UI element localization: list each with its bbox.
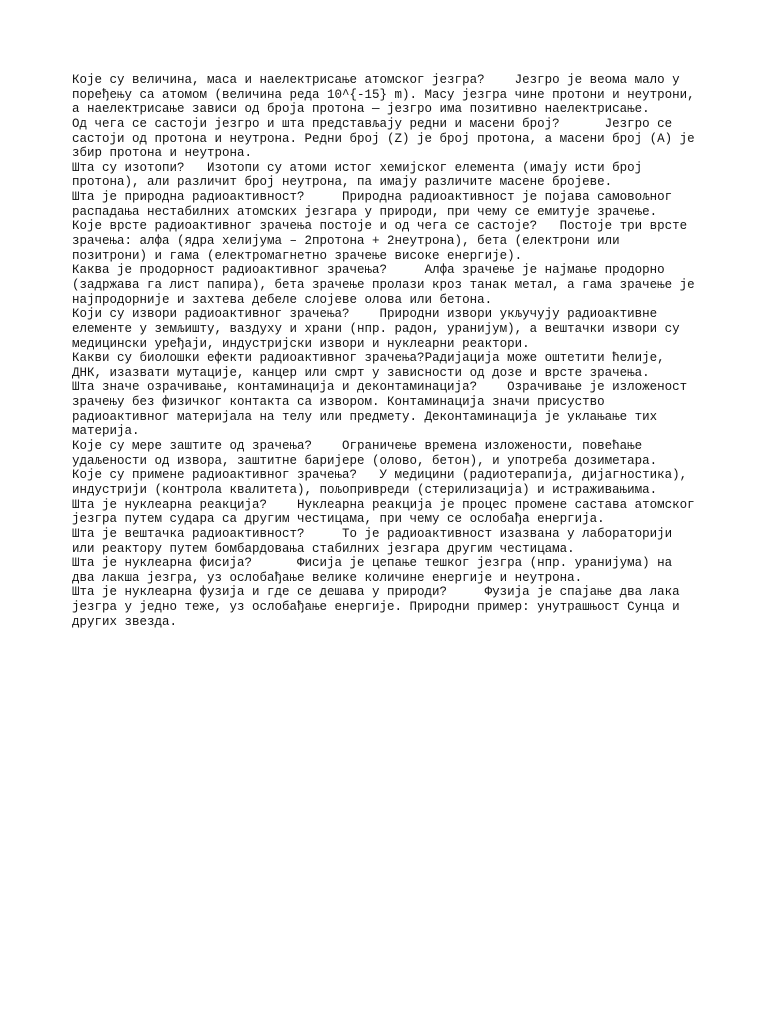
answer-line: збир протона и неутрона.	[72, 146, 253, 161]
question: Од чега се састоји језгро и шта представљају редни и масени број?	[72, 116, 560, 131]
qa-item	[72, 117, 695, 161]
qa-item	[72, 439, 695, 468]
answer-line: најпродорније и захтева дебеле слојеве олова или бетона.	[72, 292, 493, 307]
qa-first-line	[72, 380, 695, 395]
qa-item	[72, 380, 695, 439]
qa-item	[72, 351, 695, 380]
qa-first-line	[72, 439, 695, 454]
answer-line: Озрачивање је изложеност	[507, 380, 688, 395]
question: Шта значе озрачивање, контаминација и деконтаминација?	[72, 380, 478, 395]
qa-first-line	[72, 468, 695, 483]
spacer	[350, 316, 380, 317]
qa-item	[72, 263, 695, 307]
qa-first-line	[72, 585, 695, 600]
answer-line: индустрији (контрола квалитета), пољопривреди (стерилизација) и истраживањима.	[72, 482, 658, 497]
question: Које су мере заштите од зрачења?	[72, 439, 313, 454]
qa-first-line	[72, 117, 695, 132]
answer-line: протона), али различит број неутрона, па имају различите масене бројеве.	[72, 175, 613, 190]
answer-line: удаљености од извора, заштитне баријере (олово, бетон), и употреба дозиметара.	[72, 453, 658, 468]
answer-line: Радијација може оштетити ћелије,	[424, 351, 665, 366]
question: Шта је нуклеарна реакција?	[72, 497, 268, 512]
spacer	[357, 477, 380, 478]
answer-line: других звезда.	[72, 614, 178, 629]
answer-line: (задржава га лист папира), бета зрачење пролази кроз танак метал, а гама зрачење је	[72, 277, 695, 292]
question: Шта је вештачка радиоактивност?	[72, 526, 305, 541]
answer-line: У медицини (радиотерапија, дијагностика),	[379, 468, 688, 483]
qa-item	[72, 498, 695, 527]
answer-line: два лакша језгра, уз ослобађање велике количине енергије и неутрона.	[72, 570, 583, 585]
spacer	[305, 536, 343, 537]
qa-first-line	[72, 351, 695, 366]
answer-line: Природни извори укључују радиоактивне	[379, 307, 658, 322]
qa-first-line	[72, 307, 695, 322]
answer-line: То је радиоактивност изазвана у лабораторији	[342, 526, 673, 541]
spacer	[312, 448, 342, 449]
answer-line: Постоје три врсте	[559, 219, 688, 234]
answer-line: елементе у земљишту, ваздуху и храни (нпр. радон, уранијум), а вештачки извори су	[72, 321, 680, 336]
answer-line: Фисија је цепање тешког језгра (нпр. уранијума) на	[297, 556, 673, 571]
qa-first-line	[72, 527, 695, 542]
qa-first-line	[72, 161, 695, 176]
question: Које врсте радиоактивног зрачења постоје и од чега се састоје?	[72, 219, 538, 234]
answer-line: Фузија је спајање два лака	[484, 585, 680, 600]
question: Које су примене радиоактивног зрачења?	[72, 468, 358, 483]
answer-line: позитрони) и гама (електромагнетно зрачење високе енергије).	[72, 248, 523, 263]
qa-item	[72, 585, 695, 629]
answer-line: зрачењу без физичког контакта са извором. Контаминација значи присуство	[72, 395, 605, 410]
document-body	[72, 73, 695, 629]
qa-first-line	[72, 263, 695, 278]
answer-line: зрачења: алфа (ядра хелијума – 2протона + 2неутрона), бета (електрони или	[72, 234, 620, 249]
spacer	[477, 389, 507, 390]
answer-line: ДНК, изазвати мутације, канцер или смрт у зависности од дозе и врсте зрачења.	[72, 365, 650, 380]
qa-first-line	[72, 73, 695, 88]
answer-line: Нуклеарна реакција је процес промене састава атомског	[297, 497, 695, 512]
qa-item	[72, 219, 695, 263]
answer-line: језгра путем судара са другим честицама, при чему се ослобађа енергија.	[72, 512, 605, 527]
qa-item	[72, 73, 695, 117]
answer-line: Језгро се	[604, 116, 673, 131]
spacer	[447, 594, 485, 595]
qa-item	[72, 527, 695, 556]
question: Шта су изотопи?	[72, 160, 185, 175]
question: Шта је нуклеарна фузија и где се дешава у природи?	[72, 585, 448, 600]
qa-item	[72, 307, 695, 351]
spacer	[537, 228, 560, 229]
qa-first-line	[72, 219, 695, 234]
question: Који су извори радиоактивног зрачења?	[72, 307, 350, 322]
question: Какви су биолошки ефекти радиоактивног зрачења?	[72, 351, 425, 366]
qa-first-line	[72, 498, 695, 513]
answer-line: језгра у једно теже, уз ослобађање енергије. Природни пример: унутрашњост Сунца и	[72, 600, 680, 615]
qa-item	[72, 161, 695, 190]
answer-line: медицински уређаји, индустријски извори и нуклеарни реактори.	[72, 336, 530, 351]
spacer	[252, 565, 297, 566]
question: Каква је продорност радиоактивног зрачења?	[72, 263, 388, 278]
question: Шта је природна радиоактивност?	[72, 190, 305, 205]
answer-line: а наелектрисање зависи од броја протона — језгро има позитивно наелектрисање.	[72, 102, 650, 117]
answer-line: материја.	[72, 424, 140, 439]
qa-first-line	[72, 190, 695, 205]
spacer	[305, 199, 343, 200]
answer-line: састоји од протона и неутрона. Редни број (Z) је број протона, а масени број (A) је	[72, 131, 695, 146]
qa-item	[72, 556, 695, 585]
answer-line: или реактору путем бомбардовања стабилних језгара другим честицама.	[72, 541, 575, 556]
spacer	[387, 272, 425, 273]
spacer	[185, 170, 208, 171]
answer-line: Природна радиоактивност је појава самовољног	[342, 190, 673, 205]
answer-line: Алфа зрачење је најмање продорно	[424, 263, 665, 278]
qa-first-line	[72, 556, 695, 571]
answer-line: радиоактивног материјала на телу или предмету. Деконтаминација је уклањање тих	[72, 409, 658, 424]
spacer	[267, 507, 297, 508]
qa-item	[72, 468, 695, 497]
qa-item	[72, 190, 695, 219]
answer-line: распадања нестабилних атомских језгара у природи, при чему се емитује зрачење.	[72, 204, 658, 219]
spacer	[485, 82, 515, 83]
answer-line: Ограничење времена изложености, повећање	[342, 439, 643, 454]
answer-line: поређењу са атомом (величина реда 10^{-15} m). Масу језгра чине протони и неутрони,	[72, 87, 695, 102]
question: Шта је нуклеарна фисија?	[72, 556, 253, 571]
question: Које су величина, маса и наелектрисање атомског језгра?	[72, 73, 485, 87]
spacer	[560, 126, 605, 127]
answer-line: Изотопи су атоми истог хемијског елемента (имају исти број	[207, 160, 643, 175]
answer-line: Језгро је веома мало у	[514, 73, 680, 87]
